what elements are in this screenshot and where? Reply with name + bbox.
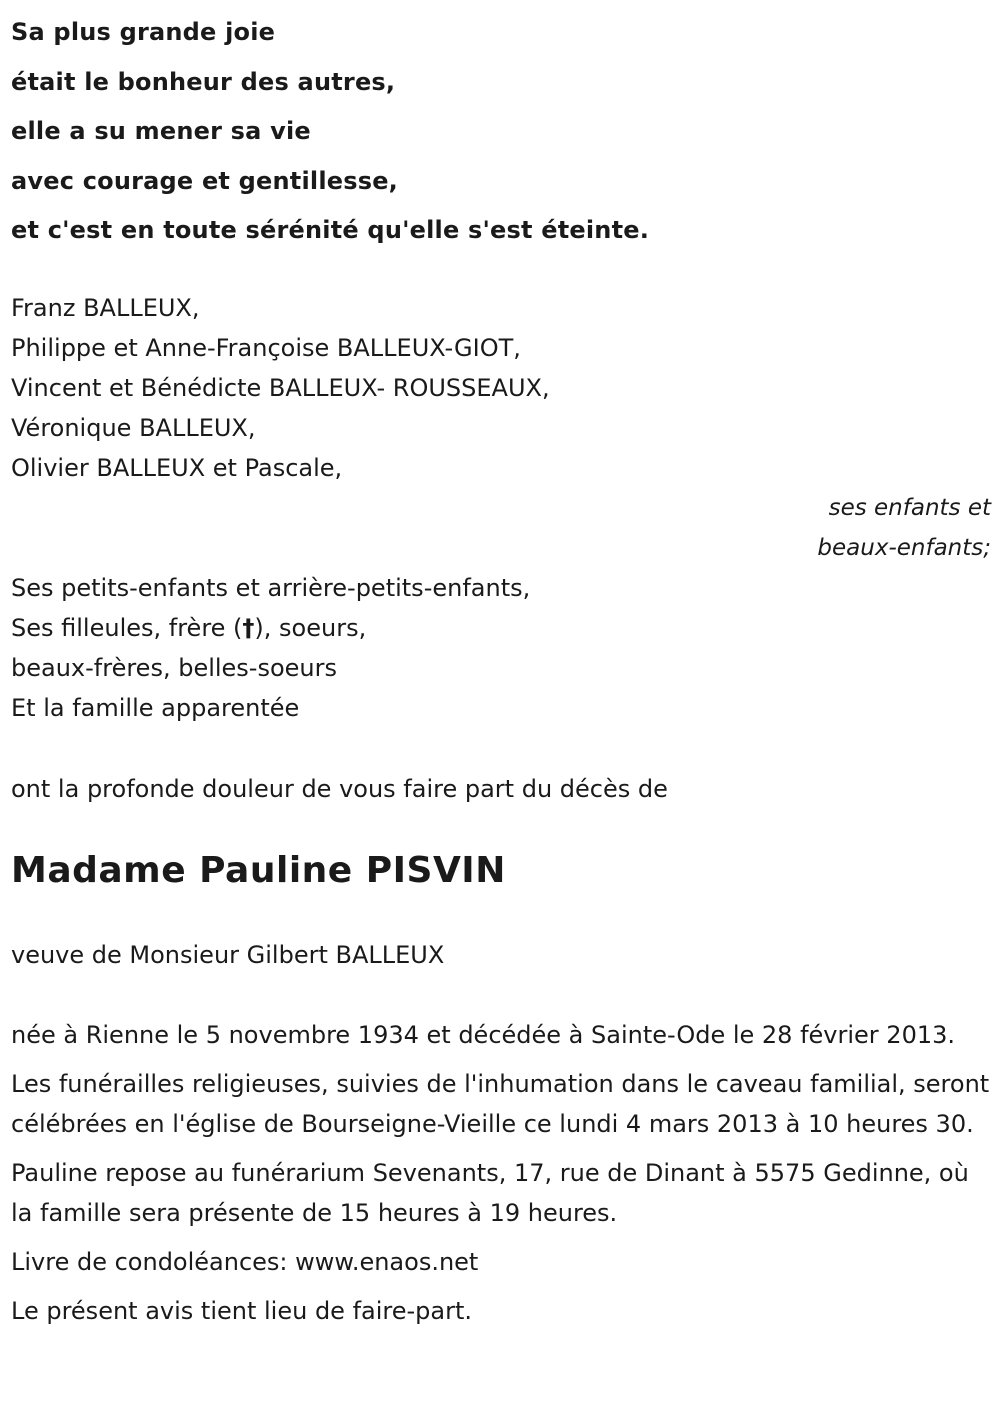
relatives-list xyxy=(11,568,991,728)
poem-block xyxy=(11,8,991,256)
poem-line: était le bonheur des autres, xyxy=(11,67,396,96)
cross-icon: † xyxy=(242,613,255,642)
poem-line: et c'est en toute sérénité qu'elle s'est éteinte. xyxy=(11,216,650,244)
children-role-line: beaux-enfants; xyxy=(817,534,991,561)
child-name: Philippe et Anne-Françoise BALLEUX-GIOT, xyxy=(11,333,521,362)
notice-text: Le présent avis tient lieu de faire-part. xyxy=(11,1296,473,1325)
child-name: Olivier BALLEUX et Pascale, xyxy=(11,453,343,482)
relatives-line: Ses petits-enfants et arrière-petits-enfants, xyxy=(11,573,531,602)
condolences-text: Livre de condoléances: www.enaos.net xyxy=(11,1247,479,1276)
relatives-line: beaux-frères, belles-soeurs xyxy=(11,653,338,682)
obituary-notice xyxy=(11,0,991,1331)
children-role-line: ses enfants et xyxy=(828,494,991,521)
poem-line: avec courage et gentillesse, xyxy=(11,166,398,195)
visitation-text: Pauline repose au funérarium Sevenants, 17, rue de Dinant à 5575 Gedinne, où la famille sera présente de 15 heures à 19 heures. xyxy=(11,1158,969,1227)
children-role xyxy=(11,488,991,568)
relatives-line: Et la famille apparentée xyxy=(11,693,300,722)
children-list xyxy=(11,288,991,488)
child-name: Vincent et Bénédicte BALLEUX- ROUSSEAUX, xyxy=(11,373,550,402)
widow-of-text: veuve de Monsieur Gilbert BALLEUX xyxy=(11,940,445,969)
relatives-text: Ses filleules, frère ( xyxy=(11,613,243,642)
deceased-name: Madame Pauline PISVIN xyxy=(11,849,506,891)
announcement-text: ont la profonde douleur de vous faire part du décès de xyxy=(11,774,668,803)
funeral-text: Les funérailles religieuses, suivies de l'inhumation dans le caveau familial, seront célébrées en l'église de Bourseigne-Vieille ce lundi 4 mars 2013 à 10 heures 30. xyxy=(11,1069,990,1138)
birth-death-text: née à Rienne le 5 novembre 1934 et décédée à Sainte-Ode le 28 février 2013. xyxy=(11,1020,956,1049)
poem-line: Sa plus grande joie xyxy=(11,18,276,46)
poem-line: elle a su mener sa vie xyxy=(11,117,311,145)
child-name: Véronique BALLEUX, xyxy=(11,413,256,442)
relatives-line xyxy=(11,608,991,648)
child-name: Franz BALLEUX, xyxy=(11,293,200,322)
relatives-text: ), soeurs, xyxy=(254,613,367,642)
